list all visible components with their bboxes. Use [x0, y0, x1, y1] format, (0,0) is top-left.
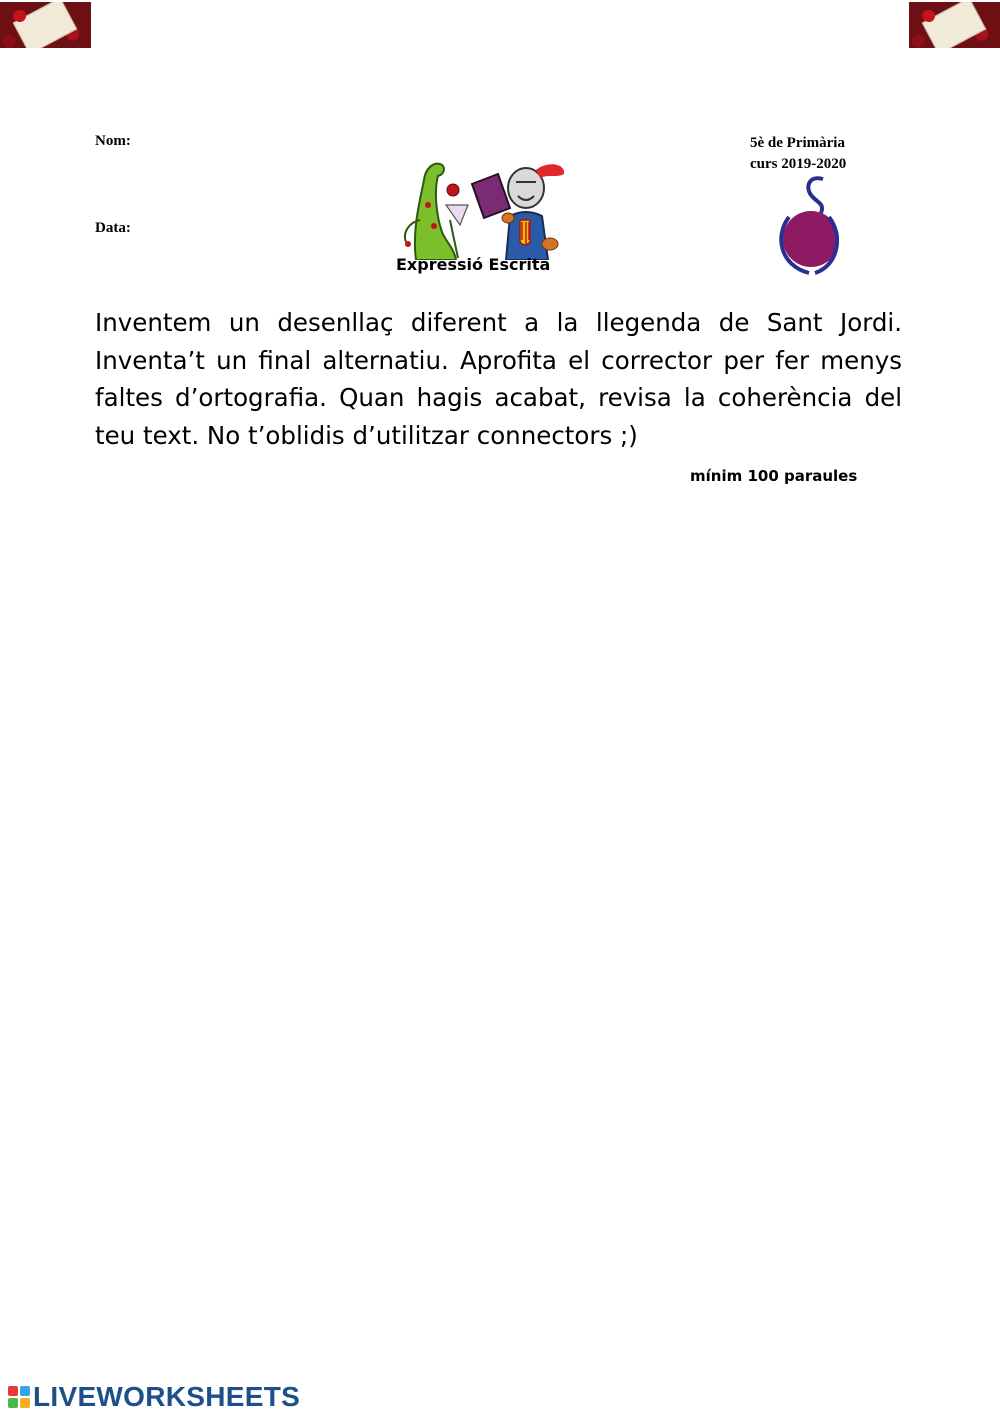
corner-rose-right-icon [909, 2, 1000, 48]
date-label: Data: [95, 220, 131, 236]
school-logo-icon [775, 173, 845, 277]
grade-label: 5è de Primària [750, 135, 845, 151]
liveworksheets-logo[interactable] [8, 1381, 300, 1413]
corner-rose-left-icon [0, 2, 91, 48]
page-title: Expressió Escrita [396, 255, 551, 274]
liveworksheets-blocks-icon [8, 1386, 30, 1408]
dragon-knight-illustration [398, 160, 573, 260]
instructions-text: Inventem un desenllaç diferent a la llegenda de Sant Jordi. Inventa’t un final alternatiu. Aprofita el corrector per fer menys faltes d’ortografia. Quan hagis acabat, revisa la coherència del teu text. No t’oblidis d’utilitzar connectors ;) [95, 308, 902, 450]
grade-info [750, 133, 846, 175]
brand-name: LIVEWORKSHEETS [33, 1381, 301, 1412]
minimum-words-note: mínim 100 paraules [690, 467, 858, 485]
course-label: curs 2019-2020 [750, 156, 847, 172]
name-label: Nom: [95, 133, 131, 149]
